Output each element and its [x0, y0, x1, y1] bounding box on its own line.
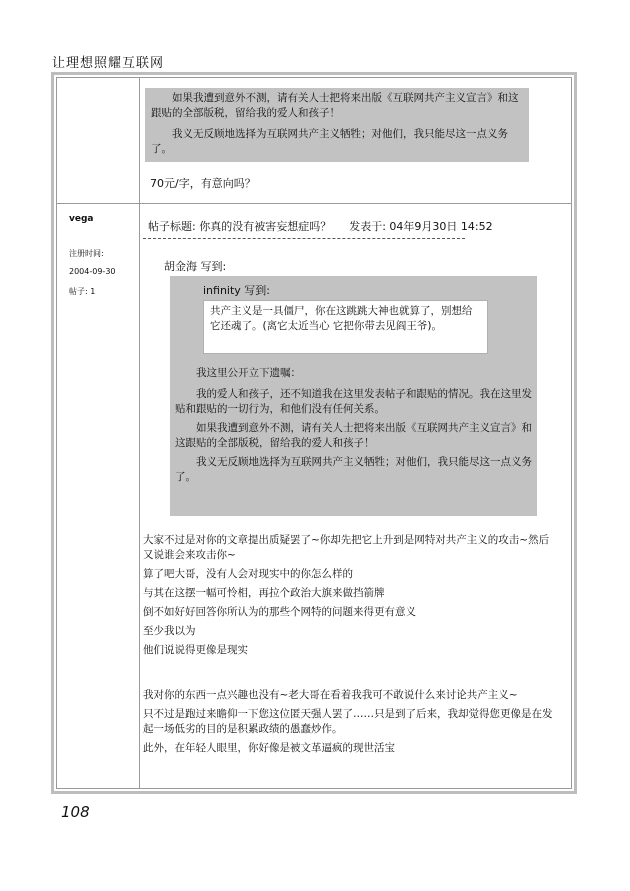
quote-block-top — [145, 88, 529, 162]
quote-body — [175, 366, 535, 489]
row-divider — [57, 203, 571, 204]
reply-text — [143, 533, 553, 658]
reply-line: 我对你的东西一点兴趣也没有~老大哥在看着我我可不敢说什么来讨论共产主义~ — [143, 689, 518, 701]
quote-author: 胡金海 写到: — [164, 260, 227, 273]
forum-table — [51, 72, 577, 794]
reply-line: 与其在这摆一幅可怜相，再拉个政治大旗来做挡箭牌 — [143, 587, 385, 599]
running-title: 让理想照耀互联网 — [52, 56, 165, 71]
reply-line: 此外，在年轻人眼里，你好像是被文革逼疯的现世活宝 — [143, 742, 395, 754]
post-count: 帖子: 1 — [69, 287, 96, 296]
page-number: 108 — [61, 803, 90, 821]
reply-line: 倒不如好好回答你所认为的那些个网特的问题来得更有意义 — [143, 606, 416, 618]
column-divider — [139, 78, 140, 788]
nested-quote-author: infinity 写到: — [203, 284, 271, 297]
offer-text: 70元/字，有意向吗？ — [150, 177, 256, 190]
registered-date: 2004-09-30 — [69, 267, 116, 276]
reply-line: 至少我以为 — [143, 625, 196, 637]
quote-paragraph: 我的爱人和孩子，还不知道我在这里发表帖子和跟贴的情况。我在这里发贴和跟贴的一切行为，和他们没有任何关系。 — [175, 388, 532, 415]
post-title: 帖子标题: 你真的没有被害妄想症吗？ — [148, 220, 332, 233]
forum-table-inner — [56, 77, 572, 789]
dashed-divider — [143, 238, 465, 239]
username: vega — [69, 214, 94, 224]
quote-paragraph: 我义无反顾地选择为互联网共产主义牺牲；对他们，我只能尽这一点义务了。 — [175, 456, 532, 483]
quote-paragraph: 我这里公开立下遗嘱： — [196, 367, 301, 379]
posted-at: 发表于: 04年9月30日 14:52 — [349, 220, 493, 233]
reply-line: 他们说说得更像是现实 — [143, 644, 248, 656]
registered-label: 注册时间: — [69, 249, 104, 258]
quote-paragraph: 如果我遭到意外不测，请有关人士把将来出版《互联网共产主义宣言》和这跟贴的全部版税，留给我的爱人和孩子！ — [151, 92, 519, 119]
quote-paragraph: 我义无反顾地选择为互联网共产主义牺牲；对他们，我只能尽这一点义务了。 — [151, 128, 508, 155]
nested-quote-block — [203, 300, 488, 354]
post-header — [148, 218, 493, 234]
reply-line: 只不过是跑过来瞻仰一下您这位匿天强人罢了……只是到了后来，我却觉得您更像是在发起一场低劣的目的是积累政绩的愚蠢炒作。 — [143, 708, 553, 735]
reply-line: 算了吧大哥，没有人会对现实中的你怎么样的 — [143, 568, 353, 580]
reply-line: 大家不过是对你的文章提出质疑罢了~你却先把它上升到是网特对共产主义的攻击~然后又说谁会来攻击你~ — [143, 534, 550, 561]
quote-paragraph: 如果我遭到意外不测，请有关人士把将来出版《互联网共产主义宣言》和这跟贴的全部版税，留给我的爱人和孩子！ — [175, 422, 532, 449]
reply-text-2 — [143, 688, 553, 756]
nested-quote-text: 共产主义是一具僵尸，你在这跳跳大神也就算了，别想给它还魂了。(离它太近当心 它把你带去见阎王爷)。 — [210, 305, 473, 332]
